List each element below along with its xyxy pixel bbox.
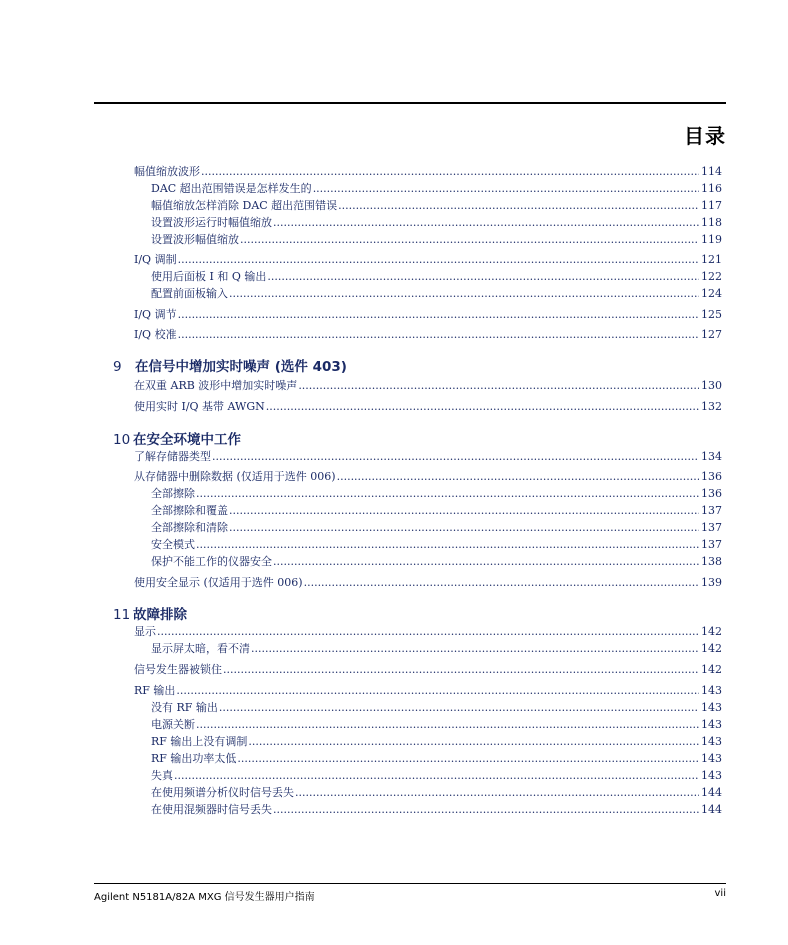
entry-label: DAC 超出范围错误是怎样发生的 bbox=[151, 182, 312, 195]
entry-page: 143 bbox=[701, 701, 722, 714]
leader-dots bbox=[266, 400, 699, 413]
entry-label: 全部擦除 bbox=[151, 487, 195, 500]
leader-dots bbox=[273, 803, 699, 816]
entry-page: 122 bbox=[701, 270, 722, 283]
entry-page: 116 bbox=[701, 182, 722, 195]
toc-entry[interactable] bbox=[134, 251, 722, 267]
entry-page: 134 bbox=[701, 450, 722, 463]
entry-page: 132 bbox=[701, 400, 722, 413]
toc-entry[interactable] bbox=[134, 623, 722, 639]
toc-entry[interactable] bbox=[151, 268, 722, 284]
entry-page: 121 bbox=[701, 253, 722, 266]
toc-entry[interactable] bbox=[151, 231, 722, 247]
toc-entry[interactable] bbox=[151, 733, 722, 749]
toc-entry[interactable] bbox=[151, 767, 722, 783]
entry-label: 全部擦除和覆盖 bbox=[151, 504, 228, 517]
entry-label: 信号发生器被锁住 bbox=[134, 663, 222, 676]
toc-entry[interactable] bbox=[134, 661, 722, 677]
leader-dots bbox=[337, 470, 699, 483]
leader-dots bbox=[196, 538, 699, 551]
chapter-heading[interactable] bbox=[113, 428, 241, 448]
leader-dots bbox=[248, 735, 699, 748]
toc-entry[interactable] bbox=[151, 197, 722, 213]
entry-page: 139 bbox=[701, 576, 722, 589]
leader-dots bbox=[338, 199, 699, 212]
leader-dots bbox=[178, 328, 699, 341]
chapter-number: 11 bbox=[113, 607, 131, 623]
leader-dots bbox=[237, 752, 699, 765]
toc-entry[interactable] bbox=[151, 536, 722, 552]
toc-entry[interactable] bbox=[134, 326, 722, 342]
toc-entry[interactable] bbox=[134, 398, 722, 414]
leader-dots bbox=[313, 182, 699, 195]
leader-dots bbox=[304, 576, 699, 589]
entry-label: 幅值缩放波形 bbox=[134, 165, 200, 178]
leader-dots bbox=[157, 625, 699, 638]
entry-page: 144 bbox=[701, 786, 722, 799]
toc-entry[interactable] bbox=[151, 784, 722, 800]
entry-page: 114 bbox=[701, 165, 722, 178]
chapter-title: 在信号中增加实时噪声 (选件 403) bbox=[135, 359, 347, 375]
toc-entry[interactable] bbox=[151, 180, 722, 196]
toc-entry[interactable] bbox=[134, 163, 722, 179]
toc-entry[interactable] bbox=[134, 574, 722, 590]
leader-dots bbox=[229, 287, 699, 300]
entry-page: 143 bbox=[701, 769, 722, 782]
entry-page: 142 bbox=[701, 625, 722, 638]
toc-entry[interactable] bbox=[134, 306, 722, 322]
entry-label: 保护不能工作的仪器安全 bbox=[151, 555, 272, 568]
entry-page: 136 bbox=[701, 470, 722, 483]
footer-rule bbox=[94, 883, 726, 884]
entry-label: 设置波形幅值缩放 bbox=[151, 233, 239, 246]
entry-page: 119 bbox=[701, 233, 722, 246]
toc-entry[interactable] bbox=[134, 448, 722, 464]
footer-page-number: vii bbox=[714, 888, 726, 899]
toc-entry[interactable] bbox=[151, 519, 722, 535]
leader-dots bbox=[295, 786, 699, 799]
entry-label: 失真 bbox=[151, 769, 173, 782]
entry-label: I/Q 调节 bbox=[134, 308, 177, 321]
entry-page: 144 bbox=[701, 803, 722, 816]
entry-label: 在使用混频器时信号丢失 bbox=[151, 803, 272, 816]
toc-entry[interactable] bbox=[151, 801, 722, 817]
entry-page: 118 bbox=[701, 216, 722, 229]
leader-dots bbox=[196, 487, 699, 500]
leader-dots bbox=[267, 270, 699, 283]
leader-dots bbox=[174, 769, 699, 782]
top-rule bbox=[94, 102, 726, 104]
toc-entry[interactable] bbox=[151, 640, 722, 656]
chapter-heading[interactable] bbox=[113, 603, 187, 623]
entry-page: 124 bbox=[701, 287, 722, 300]
toc-entry[interactable] bbox=[134, 377, 722, 393]
entry-page: 137 bbox=[701, 538, 722, 551]
leader-dots bbox=[251, 642, 699, 655]
leader-dots bbox=[223, 663, 699, 676]
leader-dots bbox=[201, 165, 699, 178]
entry-label: RF 输出功率太低 bbox=[151, 752, 237, 765]
entry-page: 142 bbox=[701, 663, 722, 676]
chapter-title: 故障排除 bbox=[133, 607, 187, 623]
leader-dots bbox=[229, 521, 699, 534]
entry-label: 配置前面板输入 bbox=[151, 287, 228, 300]
entry-page: 125 bbox=[701, 308, 722, 321]
entry-label: 使用安全显示 (仅适用于选件 006) bbox=[134, 576, 303, 589]
entry-page: 127 bbox=[701, 328, 722, 341]
leader-dots bbox=[196, 718, 699, 731]
entry-label: 在使用频谱分析仪时信号丢失 bbox=[151, 786, 294, 799]
chapter-number: 10 bbox=[113, 432, 131, 448]
entry-page: 143 bbox=[701, 684, 722, 697]
entry-page: 143 bbox=[701, 735, 722, 748]
entry-label: 使用实时 I/Q 基带 AWGN bbox=[134, 400, 265, 413]
toc-title: 目录 bbox=[684, 124, 726, 148]
toc-entry[interactable] bbox=[151, 502, 722, 518]
entry-page: 137 bbox=[701, 521, 722, 534]
leader-dots bbox=[176, 684, 699, 697]
entry-page: 117 bbox=[701, 199, 722, 212]
toc-entry[interactable] bbox=[151, 750, 722, 766]
entry-page: 143 bbox=[701, 752, 722, 765]
entry-label: 从存储器中删除数据 (仅适用于选件 006) bbox=[134, 470, 336, 483]
leader-dots bbox=[273, 555, 699, 568]
entry-label: 设置波形运行时幅值缩放 bbox=[151, 216, 272, 229]
toc-entry[interactable] bbox=[151, 716, 722, 732]
chapter-number: 9 bbox=[113, 359, 122, 375]
entry-label: 电源关断 bbox=[151, 718, 195, 731]
leader-dots bbox=[229, 504, 699, 517]
leader-dots bbox=[178, 253, 699, 266]
entry-label: 没有 RF 输出 bbox=[151, 701, 218, 714]
entry-page: 143 bbox=[701, 718, 722, 731]
leader-dots bbox=[273, 216, 699, 229]
leader-dots bbox=[298, 379, 699, 392]
toc-entry[interactable] bbox=[151, 485, 722, 501]
toc-entry[interactable] bbox=[151, 699, 722, 715]
toc-entry[interactable] bbox=[151, 285, 722, 301]
entry-page: 130 bbox=[701, 379, 722, 392]
entry-label: 在双重 ARB 波形中增加实时噪声 bbox=[134, 379, 298, 392]
footer-document-title: Agilent N5181A/82A MXG 信号发生器用户指南 bbox=[94, 892, 315, 903]
entry-page: 142 bbox=[701, 642, 722, 655]
leader-dots bbox=[240, 233, 699, 246]
entry-page: 138 bbox=[701, 555, 722, 568]
entry-label: 幅值缩放怎样消除 DAC 超出范围错误 bbox=[151, 199, 338, 212]
entry-label: 了解存储器类型 bbox=[134, 450, 211, 463]
chapter-title: 在安全环境中工作 bbox=[133, 432, 241, 448]
toc-entry[interactable] bbox=[134, 682, 722, 698]
entry-label: 显示 bbox=[134, 625, 156, 638]
entry-label: RF 输出 bbox=[134, 684, 176, 697]
entry-page: 137 bbox=[701, 504, 722, 517]
leader-dots bbox=[178, 308, 699, 321]
toc-entry[interactable] bbox=[151, 214, 722, 230]
entry-page: 136 bbox=[701, 487, 722, 500]
entry-label: 安全模式 bbox=[151, 538, 195, 551]
entry-label: 全部擦除和清除 bbox=[151, 521, 228, 534]
leader-dots bbox=[219, 701, 699, 714]
chapter-heading[interactable] bbox=[113, 355, 347, 375]
entry-label: I/Q 校准 bbox=[134, 328, 177, 341]
entry-label: RF 输出上没有调制 bbox=[151, 735, 248, 748]
toc-entry[interactable] bbox=[151, 553, 722, 569]
entry-label: I/Q 调制 bbox=[134, 253, 177, 266]
leader-dots bbox=[212, 450, 699, 463]
entry-label: 显示屏太暗，看不清 bbox=[151, 642, 250, 655]
toc-entry[interactable] bbox=[134, 468, 722, 484]
entry-label: 使用后面板 I 和 Q 输出 bbox=[151, 270, 267, 283]
